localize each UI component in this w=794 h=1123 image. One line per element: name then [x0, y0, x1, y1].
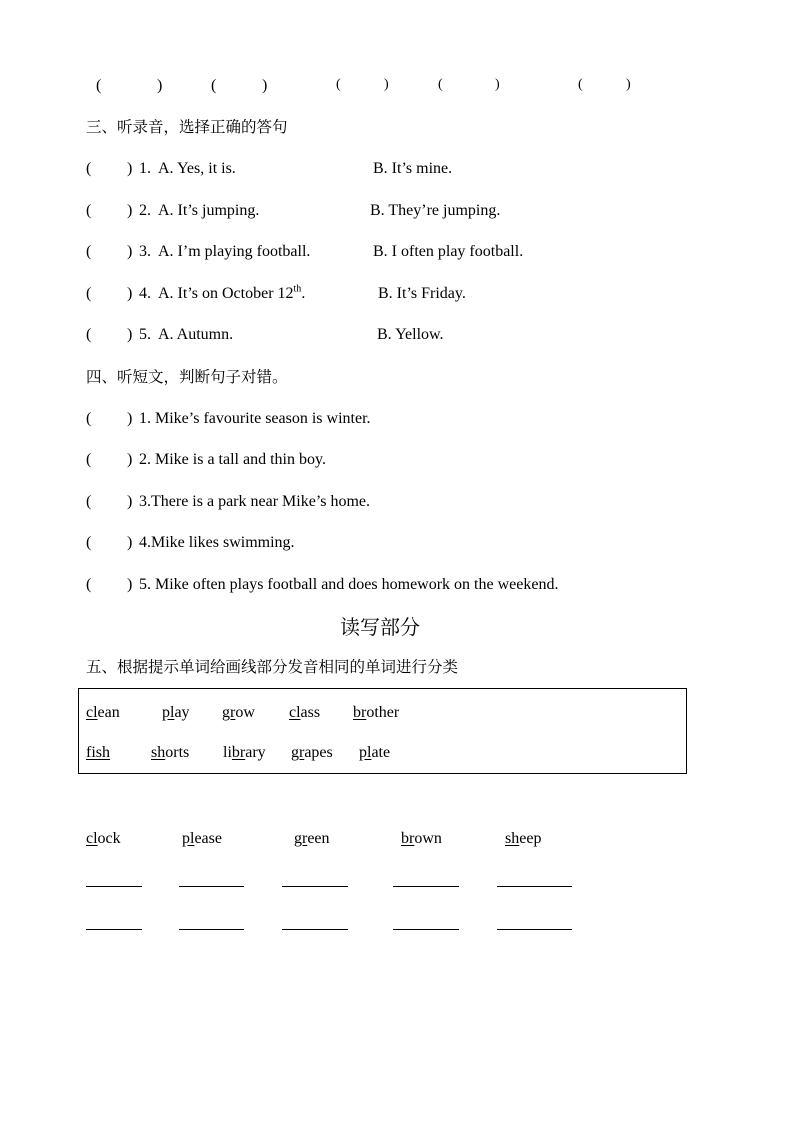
- section4-heading: 四、听短文，判断句子对错。: [86, 368, 288, 386]
- word-bank-word: [86, 703, 120, 723]
- option-a: A. Yes, it is.: [158, 160, 236, 177]
- answer-paren-open[interactable]: (: [86, 285, 92, 302]
- underlined-sound: br: [401, 830, 415, 847]
- question-number: 5.: [139, 326, 151, 343]
- answer-paren-open[interactable]: (: [86, 493, 92, 510]
- answer-paren-open[interactable]: (: [86, 243, 92, 260]
- underlined-sound: cl: [86, 704, 98, 721]
- bracket-close: ): [495, 77, 500, 92]
- word-rest: een: [307, 830, 330, 847]
- word-rest: ean: [97, 704, 120, 721]
- answer-paren-close: ): [127, 576, 133, 593]
- answer-blank[interactable]: [393, 929, 459, 930]
- word-rest: ow: [235, 704, 255, 721]
- bracket-close: ): [384, 77, 389, 92]
- question-number: 2.: [139, 202, 151, 219]
- word-rest: ate: [371, 744, 391, 761]
- bracket-open: (: [438, 77, 443, 92]
- word-bank-word: [353, 703, 399, 723]
- option-b: B. It’s mine.: [373, 160, 453, 177]
- word-bank-word: [291, 743, 333, 763]
- part-title: 读写部分: [340, 615, 420, 639]
- word-bank-word: [222, 703, 255, 723]
- word-rest: own: [414, 830, 442, 847]
- answer-blank[interactable]: [282, 886, 348, 887]
- answer-paren-close: ): [127, 285, 133, 302]
- word-rest: ease: [194, 830, 222, 847]
- answer-paren-open[interactable]: (: [86, 326, 92, 343]
- word-rest: ock: [97, 830, 121, 847]
- answer-paren-close: ): [127, 160, 133, 177]
- answer-paren-open[interactable]: (: [86, 410, 92, 427]
- underlined-sound: pl: [359, 744, 372, 761]
- answer-paren-close: ): [127, 410, 133, 427]
- bracket-open: (: [578, 77, 583, 92]
- answer-blank[interactable]: [86, 929, 142, 930]
- answer-paren-close: ): [127, 451, 133, 468]
- question-number: 1.: [139, 160, 151, 177]
- underlined-sound: cl: [86, 830, 98, 847]
- category-header: [401, 829, 442, 849]
- underlined-sound: sh: [505, 830, 520, 847]
- answer-paren-open[interactable]: (: [86, 202, 92, 219]
- bracket-open: (: [96, 77, 102, 94]
- answer-blank[interactable]: [282, 929, 348, 930]
- answer-blank[interactable]: [497, 886, 572, 887]
- answer-paren-open[interactable]: (: [86, 160, 92, 177]
- answer-blank[interactable]: [179, 929, 244, 930]
- answer-paren-close: ): [127, 326, 133, 343]
- option-a: A. It’s jumping.: [158, 202, 260, 219]
- option-b: B. I often play football.: [373, 243, 524, 260]
- word-bank-word: [223, 743, 266, 763]
- ordinal-suffix: th: [293, 283, 302, 295]
- answer-paren-close: ): [127, 534, 133, 551]
- word-bank-word: [359, 743, 390, 763]
- bracket-close: ): [262, 77, 268, 94]
- word-rest: orts: [165, 744, 190, 761]
- question-number: 4.: [139, 285, 151, 302]
- answer-paren-open[interactable]: (: [86, 576, 92, 593]
- option-a: A. Autumn.: [158, 326, 234, 343]
- option-b: B. Yellow.: [377, 326, 444, 343]
- answer-blank[interactable]: [393, 886, 459, 887]
- bracket-close: ): [626, 77, 631, 92]
- bracket-open: (: [336, 77, 341, 92]
- word-rest: ary: [245, 744, 266, 761]
- category-header: [505, 829, 541, 849]
- underlined-sound: br: [231, 744, 246, 761]
- answer-paren-close: ): [127, 243, 133, 260]
- question-number: 3.: [139, 243, 151, 260]
- underlined-sound: cl: [289, 704, 301, 721]
- statement-text: 4.Mike likes swimming.: [139, 534, 295, 551]
- statement-text: 2. Mike is a tall and thin boy.: [139, 451, 326, 468]
- underlined-sound: pl: [182, 830, 195, 847]
- option-a-end: .: [301, 285, 306, 302]
- word-bank-word: [86, 743, 110, 763]
- option-a-text: A. It’s on October 12: [158, 285, 294, 302]
- word-rest: ay: [174, 704, 190, 721]
- word-rest: ass: [300, 704, 321, 721]
- underlined-sound: br: [353, 704, 367, 721]
- underlined-sound: pl: [162, 704, 175, 721]
- underlined-sound: sh: [151, 744, 166, 761]
- underlined-sound: fish: [86, 744, 110, 761]
- answer-paren-close: ): [127, 493, 133, 510]
- word-rest: apes: [304, 744, 333, 761]
- word-rest: other: [366, 704, 400, 721]
- option-a: A. I’m playing football.: [158, 243, 311, 260]
- option-b: B. They’re jumping.: [370, 202, 501, 219]
- answer-blank[interactable]: [179, 886, 244, 887]
- answer-blank[interactable]: [497, 929, 572, 930]
- underlined-sound: gr: [291, 744, 305, 761]
- category-header: [294, 829, 330, 849]
- underlined-sound: gr: [222, 704, 236, 721]
- answer-blank[interactable]: [86, 886, 142, 887]
- answer-paren-open[interactable]: (: [86, 451, 92, 468]
- option-b: B. It’s Friday.: [378, 285, 466, 302]
- statement-text: 3.There is a park near Mike’s home.: [139, 493, 371, 510]
- bracket-open: (: [211, 77, 217, 94]
- category-header: [182, 829, 222, 849]
- word-bank-word: [151, 743, 189, 763]
- word-rest: eep: [519, 830, 542, 847]
- word-bank-word: [162, 703, 190, 723]
- option-a: [158, 284, 305, 304]
- underlined-sound: gr: [294, 830, 308, 847]
- category-header: [86, 829, 121, 849]
- section5-heading: 五、根据提示单词给画线部分发音相同的单词进行分类: [86, 658, 459, 676]
- word-prefix: li: [223, 744, 232, 761]
- statement-text: 5. Mike often plays football and does homework on the weekend.: [139, 576, 559, 593]
- word-bank-word: [289, 703, 320, 723]
- statement-text: 1. Mike’s favourite season is winter.: [139, 410, 371, 427]
- bracket-close: ): [157, 77, 163, 94]
- answer-paren-close: ): [127, 202, 133, 219]
- answer-paren-open[interactable]: (: [86, 534, 92, 551]
- section3-heading: 三、听录音，选择正确的答句: [86, 118, 288, 136]
